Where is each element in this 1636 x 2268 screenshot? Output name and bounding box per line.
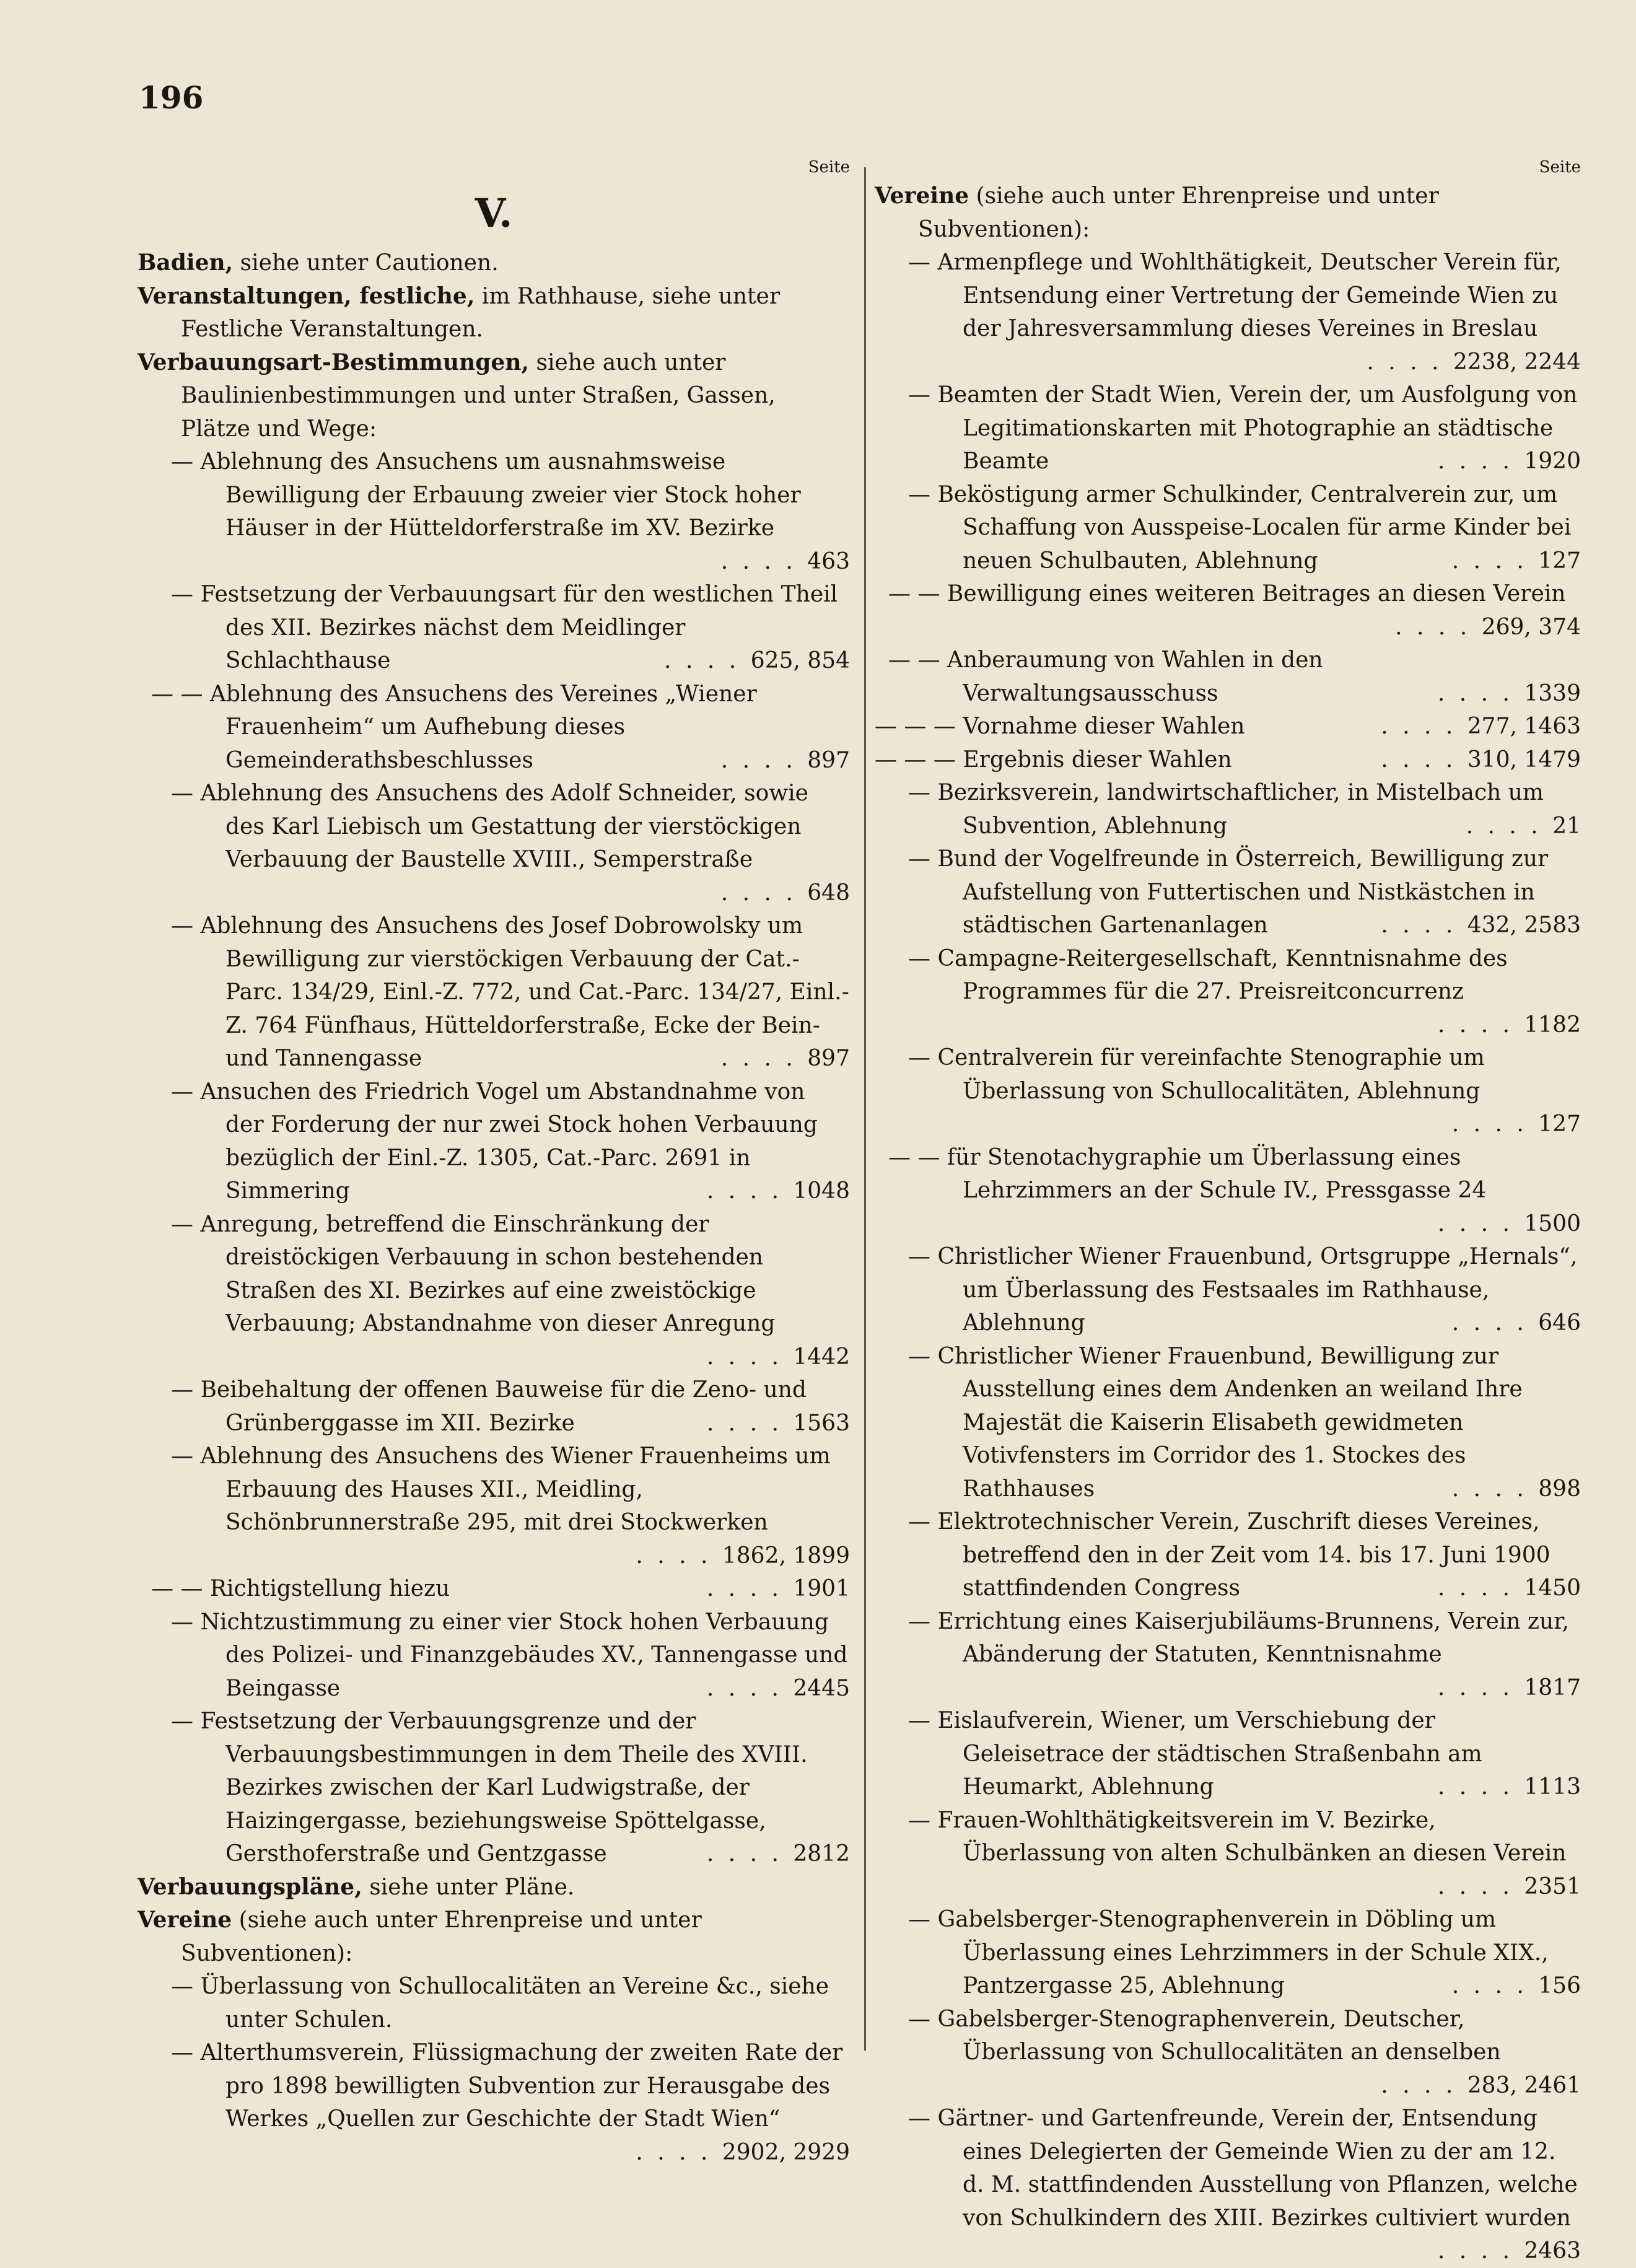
index-entry: [875, 1505, 1581, 1605]
entry-text: Armenpflege und Wohlthätigkeit, Deutscher Verein für, Entsendung einer Vertretung der Gemeinde Wien zu der Jahresversammlung dieses Vereines in Breslau: [937, 250, 1562, 341]
index-entry: [138, 909, 850, 1075]
left-column: [138, 155, 850, 2169]
entry-text: Richtigstellung hiezu: [209, 1576, 450, 1601]
entry-dash: —: [908, 1509, 938, 1535]
page-reference: 2902, 2929: [722, 2139, 850, 2165]
seite-label-right: Seite: [1539, 158, 1581, 177]
entry-text: Nichtzustimmung zu einer vier Stock hohen Verbauung des Polizei- und Finanzgebäudes XV., Tannengasse und Beingasse: [200, 1609, 848, 1701]
entry-text: Beamten der Stadt Wien, Verein der, um Ausfolgung von Legitimationskarten mit Photographie an städtische Beamte: [937, 382, 1578, 474]
index-entry: [138, 1075, 850, 1208]
index-entry: [875, 942, 1581, 1042]
dot-leader: . . . .: [1451, 1111, 1539, 1137]
entry-text: siehe unter Cautionen.: [233, 250, 499, 276]
entry-dash: —: [908, 1907, 938, 1932]
index-entry: [138, 280, 850, 346]
entry-text: Frauen-Wohlthätigkeitsverein im V. Bezirke, Überlassung von alten Schulbänken an diesen Verein: [937, 1807, 1567, 1866]
page-reference: 648: [807, 880, 850, 906]
index-entry: [875, 2102, 1581, 2268]
dot-leader: . . . .: [636, 1543, 722, 1569]
page-reference: 897: [807, 747, 850, 773]
entry-text: Ablehnung des Ansuchens des Vereines „Wiener Frauenheim“ um Aufhebung dieses Gemeinderathsbeschlusses: [209, 681, 757, 773]
index-entry: [875, 1704, 1581, 1804]
entry-dash: — —: [151, 1576, 210, 1601]
dot-leader: . . . .: [664, 648, 751, 673]
entry-heading: Vereine: [875, 183, 969, 209]
index-entry: [875, 2003, 1581, 2103]
index-entry: [138, 1705, 850, 1871]
entry-dash: —: [171, 449, 201, 475]
entry-text: Errichtung eines Kaiserjubiläums-Brunnens, Verein zur, Abänderung der Statuten, Kenntnisnahme: [937, 1608, 1569, 1667]
page-reference: 277, 1463: [1467, 714, 1581, 739]
dot-leader: . . . .: [706, 1178, 794, 1204]
page-reference: 1442: [793, 1344, 850, 1370]
dot-leader: . . . .: [720, 1046, 808, 1071]
entry-text: Bewilligung eines weiteren Beitrages an diesen Verein: [947, 581, 1566, 606]
dot-leader: . . . .: [1381, 2072, 1468, 2098]
entry-text: Festsetzung der Verbauungsart für den westlichen Theil des XII. Bezirkes nächst dem Meidlinger Schlachthause: [200, 582, 838, 673]
index-entry: [875, 577, 1581, 644]
entry-dash: —: [908, 945, 938, 971]
page-reference: 21: [1552, 813, 1581, 839]
index-entry: [138, 445, 850, 578]
index-entry: [875, 1605, 1581, 1705]
entry-text: Ablehnung des Ansuchens des Josef Dobrowolsky um Bewilligung zur vierstöckigen Verbauung der Cat.-Parc. 134/29, Einl.-Z. 772, und Cat.-Parc. 134/27, Einl.-Z. 764 Fünfhaus, Hütteldorferstraße, Ecke der Bein- und Tannengasse: [200, 913, 849, 1071]
page-reference: 283, 2461: [1467, 2072, 1581, 2098]
dot-leader: . . . .: [1367, 349, 1453, 375]
entry-dash: —: [171, 2040, 201, 2065]
index-entry: [875, 710, 1581, 743]
section-letter: V.: [475, 190, 513, 237]
page-reference: 1862, 1899: [722, 1543, 850, 1569]
page-reference: 1500: [1524, 1211, 1581, 1237]
index-entry: [138, 2036, 850, 2169]
index-entry: [875, 478, 1581, 578]
entry-text: Centralverein für vereinfachte Stenographie um Überlassung von Schullocalitäten, Ablehnung: [937, 1045, 1485, 1104]
index-entry: [875, 1141, 1581, 1241]
index-entry: [138, 247, 850, 280]
dot-leader: . . . .: [1381, 747, 1468, 773]
page-reference: 269, 374: [1481, 614, 1581, 640]
index-entry: [138, 678, 850, 777]
index-entry: [875, 379, 1581, 478]
index-entry: [138, 346, 850, 446]
page-reference: 646: [1538, 1310, 1581, 1336]
page-reference: 1048: [793, 1178, 850, 1204]
entry-dash: —: [908, 1343, 938, 1369]
entry-text: Ablehnung des Ansuchens des Adolf Schneider, sowie des Karl Liebisch um Gestattung der vierstöckigen Verbauung der Baustelle XVIII., Semperstraße: [200, 781, 808, 872]
entry-text: (siehe auch unter Ehrenpreise und unter Subventionen):: [918, 183, 1439, 242]
dot-leader: . . . .: [1437, 2238, 1524, 2264]
page-reference: 1182: [1524, 1012, 1581, 1038]
entry-text: Ansuchen des Friedrich Vogel um Abstandnahme von der Forderung der nur zwei Stock hohen Verbauung bezüglich der Einl.-Z. 1305, Cat.-Parc. 2691 in Simmering: [200, 1079, 818, 1204]
index-entry: [875, 1804, 1581, 1904]
entry-dash: —: [171, 1443, 201, 1469]
page-reference: 2445: [793, 1675, 850, 1701]
dot-leader: . . . .: [1451, 1310, 1539, 1336]
seite-label-left: Seite: [808, 158, 850, 177]
entry-dash: —: [171, 1211, 201, 1237]
dot-leader: . . . .: [706, 1576, 794, 1601]
page-reference: 1817: [1524, 1675, 1581, 1701]
index-entry: [875, 180, 1581, 246]
entry-dash: —: [908, 780, 938, 805]
column-divider: [864, 167, 866, 2051]
index-entry: [875, 1340, 1581, 1506]
entry-dash: — —: [888, 647, 947, 673]
page-reference: 1339: [1524, 680, 1581, 706]
entry-dash: — —: [151, 681, 210, 707]
page-reference: 156: [1538, 1973, 1581, 1999]
dot-leader: . . . .: [720, 880, 808, 906]
entry-dash: — — —: [875, 747, 963, 773]
page-reference: 1450: [1524, 1575, 1581, 1601]
index-entry: [138, 1970, 850, 2036]
entry-dash: —: [171, 1974, 201, 1999]
entry-dash: —: [908, 1807, 938, 1833]
entry-dash: —: [908, 250, 938, 275]
entry-text: Christlicher Wiener Frauenbund, Bewilligung zur Ausstellung eines dem Andenken an weiland Ihre Majestät die Kaiserin Elisabeth gewidmeten Votivfensters im Corridor des 1. Stockes des Rathhauses: [937, 1343, 1523, 1502]
page-reference: 2351: [1524, 1873, 1581, 1899]
index-entry: [138, 1373, 850, 1440]
entry-dash: —: [171, 1079, 201, 1105]
entry-text: Gabelsberger-Stenographenverein in Döbling um Überlassung eines Lehrzimmers in der Schule XIX., Pantzergasse 25, Ablehnung: [937, 1907, 1549, 1999]
index-entry: [138, 1871, 850, 1904]
entry-text: Alterthumsverein, Flüssigmachung der zweiten Rate der pro 1898 bewilligten Subvention zur Herausgabe des Werkes „Quellen zur Geschichte der Stadt Wien“: [200, 2040, 843, 2132]
entry-text: Anberaumung von Wahlen in den Verwaltungsausschuss: [947, 647, 1323, 706]
entry-heading: Verbauungspläne,: [138, 1873, 362, 1900]
index-entry: [875, 246, 1581, 379]
entry-dash: — — —: [875, 714, 963, 739]
entry-heading: Verbauungsart-Bestimmungen,: [138, 349, 530, 375]
entry-text: für Stenotachygraphie um Überlassung eines Lehrzimmers an der Schule IV., Pressgasse 24: [947, 1144, 1487, 1203]
dot-leader: . . . .: [1437, 1012, 1524, 1038]
dot-leader: . . . .: [1437, 449, 1524, 474]
dot-leader: . . . .: [1395, 614, 1482, 640]
entry-dash: —: [908, 846, 938, 872]
page-reference: 432, 2583: [1467, 913, 1581, 938]
page-reference: 897: [807, 1046, 850, 1071]
entry-text: Bund der Vogelfreunde in Österreich, Bewilligung zur Aufstellung von Futtertischen und Nistkästchen in städtischen Gartenanlagen: [937, 846, 1549, 938]
entry-text: Bezirksverein, landwirtschaftlicher, in Mistelbach um Subvention, Ablehnung: [937, 780, 1544, 839]
entry-heading: Veranstaltungen, festliche,: [138, 282, 475, 309]
dot-leader: . . . .: [1437, 1575, 1524, 1601]
index-entry: [138, 578, 850, 678]
entry-text: im Rathhause, siehe unter Festliche Veranstaltungen.: [181, 283, 781, 342]
dot-leader: . . . .: [1437, 1211, 1524, 1237]
entry-text: Überlassung von Schullocalitäten an Vereine &c., siehe unter Schulen.: [200, 1974, 829, 2033]
page-reference: 310, 1479: [1467, 747, 1581, 773]
dot-leader: . . . .: [706, 1841, 794, 1867]
dot-leader: . . . .: [720, 548, 808, 574]
entry-text: Beibehaltung der offenen Bauweise für die Zeno- und Grünberggasse im XII. Bezirke: [200, 1377, 807, 1436]
left-entries: [138, 247, 850, 2169]
page-reference: 1113: [1524, 1774, 1581, 1800]
entry-text: Beköstigung armer Schulkinder, Centralverein zur, um Schaffung von Ausspeise-Localen für arme Kinder bei neuen Schulbauten, Ablehnung: [937, 481, 1572, 574]
entry-dash: — —: [888, 581, 947, 606]
page-reference: 1563: [793, 1410, 850, 1436]
dot-leader: . . . .: [706, 1675, 794, 1701]
dot-leader: . . . .: [1437, 1774, 1524, 1800]
entry-dash: —: [908, 382, 938, 408]
entry-text: Christlicher Wiener Frauenbund, Ortsgruppe „Hernals“, um Überlassung des Festsaales im Rathhause, Ablehnung: [937, 1244, 1578, 1336]
page-reference: 127: [1538, 548, 1581, 574]
page-number: 196: [139, 79, 204, 116]
index-entry: [138, 1606, 850, 1705]
entry-dash: —: [908, 2006, 938, 2032]
index-entry: [138, 1208, 850, 1374]
entry-dash: —: [171, 1377, 201, 1403]
entry-text: Gärtner- und Gartenfreunde, Verein der, Entsendung eines Delegierten der Gemeinde Wien zu der am 12. d. M. stattfindenden Ausstellung von Pflanzen, welche von Schulkindern des XIII. Bezirkes cultiviert wurden: [937, 2106, 1578, 2231]
dot-leader: . . . .: [1451, 548, 1539, 574]
entry-dash: —: [908, 1708, 938, 1733]
entry-dash: —: [171, 781, 201, 806]
entry-text: Campagne-Reitergesellschaft, Kenntnisnahme des Programmes für die 27. Preisreitconcurrenz: [937, 945, 1508, 1004]
entry-dash: —: [908, 2106, 938, 2131]
dot-leader: . . . .: [636, 2139, 722, 2165]
entry-text: Elektrotechnischer Verein, Zuschrift dieses Vereines, betreffend den in der Zeit vom 14. bis 17. Juni 1900 stattfindenden Congress: [937, 1509, 1551, 1601]
right-column: [875, 155, 1581, 2268]
entry-heading: Badien,: [138, 250, 234, 276]
dot-leader: . . . .: [1437, 1675, 1524, 1701]
page-reference: 2463: [1524, 2238, 1581, 2264]
index-entry: [875, 776, 1581, 843]
entry-dash: —: [908, 1608, 938, 1634]
entry-text: siehe unter Pläne.: [362, 1874, 575, 1900]
entry-text: Ablehnung des Ansuchens des Wiener Frauenheims um Erbauung des Hauses XII., Meidling, Schönbrunnerstraße 295, mit drei Stockwerken: [200, 1443, 831, 1535]
page-reference: 898: [1538, 1476, 1581, 1502]
page-reference: 1920: [1524, 449, 1581, 474]
index-entry: [875, 1903, 1581, 2003]
entry-text: Festsetzung der Verbauungsgrenze und der Verbauungsbestimmungen in dem Theile des XVIII. Bezirkes zwischen der Karl Ludwigstraße, der Haizingergasse, beziehungsweise Spöttelgasse, Gersthoferstraße und Gentzgasse: [200, 1709, 808, 1867]
index-entry: [875, 843, 1581, 942]
entry-text: (siehe auch unter Ehrenpreise und unter Subventionen):: [181, 1907, 702, 1966]
page-reference: 463: [807, 548, 850, 574]
dot-leader: . . . .: [1451, 1973, 1539, 1999]
right-entries: [875, 180, 1581, 2268]
index-entry: [138, 777, 850, 909]
page-reference: 2812: [793, 1841, 850, 1867]
dot-leader: . . . .: [1381, 913, 1468, 938]
index-entry: [138, 1440, 850, 1572]
entry-text: Ergebnis dieser Wahlen: [963, 747, 1232, 773]
index-entry: [138, 1572, 850, 1606]
index-entry: [875, 1041, 1581, 1141]
dot-leader: . . . .: [1437, 680, 1524, 706]
index-entry: [875, 743, 1581, 777]
entry-text: Eislaufverein, Wiener, um Verschiebung der Geleisetrace der städtischen Straßenbahn am Heumarkt, Ablehnung: [937, 1708, 1482, 1800]
index-entry: [138, 1904, 850, 1970]
page-reference: 625, 854: [750, 648, 850, 673]
entry-text: Ablehnung des Ansuchens um ausnahmsweise Bewilligung der Erbauung zweier vier Stock hoher Häuser in der Hütteldorferstraße im XV. Bezirke: [200, 449, 801, 541]
dot-leader: . . . .: [706, 1410, 794, 1436]
entry-dash: —: [171, 913, 201, 939]
page-reference: 127: [1538, 1111, 1581, 1137]
index-entry: [875, 644, 1581, 710]
entry-text: Gabelsberger-Stenographenverein, Deutscher, Überlassung von Schullocalitäten an denselben: [937, 2006, 1501, 2065]
dot-leader: . . . .: [1437, 1873, 1524, 1899]
dot-leader: . . . .: [706, 1344, 794, 1370]
page-reference: 1901: [793, 1576, 850, 1601]
entry-heading: Vereine: [138, 1907, 232, 1933]
entry-text: siehe auch unter Baulinienbestimmungen und unter Straßen, Gassen, Plätze und Wege:: [181, 349, 776, 442]
entry-text: Vornahme dieser Wahlen: [963, 714, 1245, 739]
entry-dash: —: [908, 1244, 938, 1269]
entry-dash: —: [171, 1609, 201, 1635]
entry-text: Anregung, betreffend die Einschränkung der dreistöckigen Verbauung in schon bestehenden Straßen des XI. Bezirkes auf eine zweistöckige Verbauung; Abstandnahme von dieser Anregung: [200, 1211, 776, 1336]
index-entry: [875, 1240, 1581, 1340]
dot-leader: . . . .: [720, 747, 808, 773]
dot-leader: . . . .: [1466, 813, 1553, 839]
entry-dash: —: [908, 481, 938, 507]
entry-dash: — —: [888, 1144, 947, 1170]
dot-leader: . . . .: [1381, 714, 1468, 739]
page-reference: 2238, 2244: [1453, 349, 1581, 375]
entry-dash: —: [908, 1045, 938, 1071]
dot-leader: . . . .: [1451, 1476, 1539, 1502]
entry-dash: —: [171, 582, 201, 607]
entry-dash: —: [171, 1709, 201, 1734]
